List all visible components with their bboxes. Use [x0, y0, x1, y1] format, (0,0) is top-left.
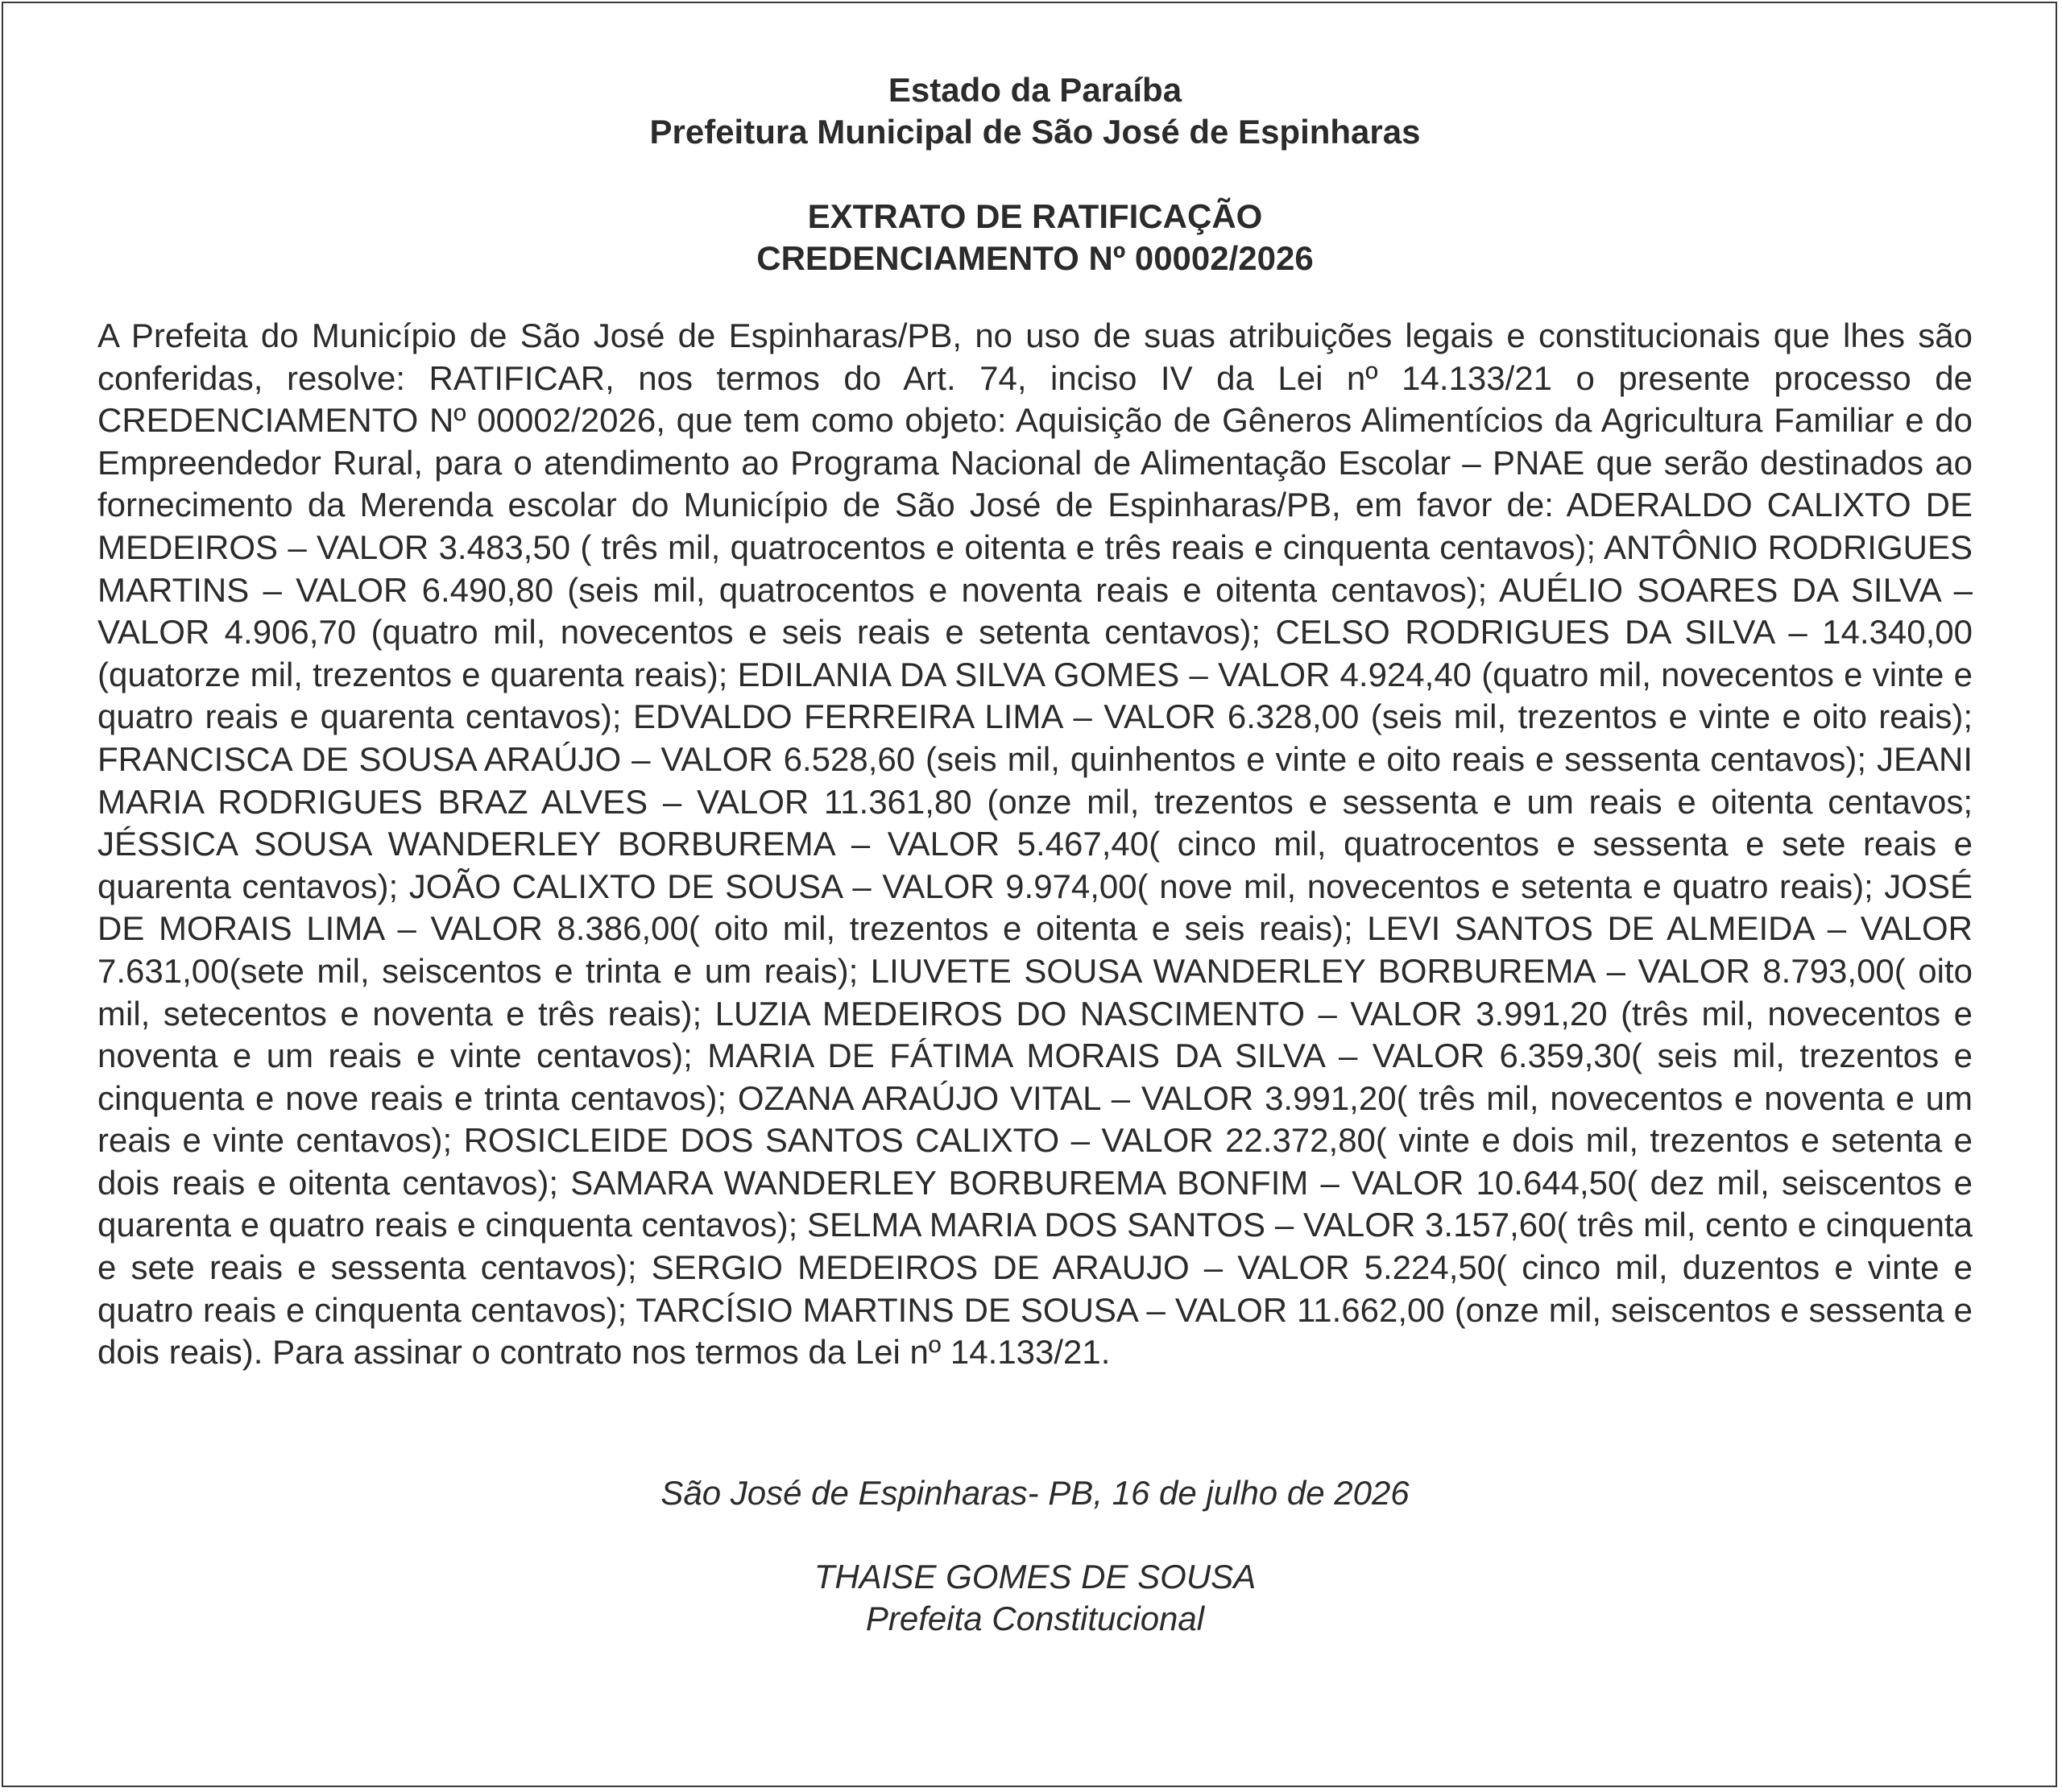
signatory-name: THAISE GOMES DE SOUSA: [814, 1557, 1257, 1595]
municipality-name: Prefeitura Municipal de São José de Espinharas: [649, 113, 1421, 151]
place-date: São José de Espinharas- PB, 16 de julho de 2026: [660, 1473, 1410, 1512]
body-paragraph: A Prefeita do Município de São José de Espinharas/PB, no uso de suas atribuições legais e constitucionais que lhes são conferidas, resolve: RATIFICAR, nos termos do Art. 74, inciso IV da Lei nº 14.133/21 o presente processo de CREDENCIAMENTO Nº 00002/2026, que tem como objeto: Aquisição de Gêneros Alimentícios da Agricultura Familiar e do Empreendedor Rural, para o atendimento ao Programa Nacional de Alimentação Escolar – PNAE que serão destinados ao fornecimento da Merenda escolar do Município de São José de Espinharas/PB, em favor de: ADERALDO CALIXTO DE MEDEIROS – VALOR 3.483,50 ( três mil, quatrocentos e oitenta e três reais e cinquenta centavos); ANTÔNIO RODRIGUES MARTINS – VALOR 6.490,80 (seis mil, quatrocentos e noventa reais e oitenta centavos); AUÉLIO SOARES DA SILVA – VALOR 4.906,70 (quatro mil, novecentos e seis reais e setenta centavos); CELSO RODRIGUES DA SILVA – 14.340,00 (quatorze mil, trezentos e quarenta reais); EDILANIA DA SILVA GOMES – VALOR 4.924,40 (quatro mil, novecentos e vinte e quatro reais e quarenta centavos); EDVALDO FERREIRA LIMA – VALOR 6.328,00 (seis mil, trezentos e vinte e oito reais); FRANCISCA DE SOUSA ARAÚJO – VALOR 6.528,60 (seis mil, quinhentos e vinte e oito reais e sessenta centavos); JEANI MARIA RODRIGUES BRAZ ALVES – VALOR 11.361,80 (onze mil, trezentos e sessenta e um reais e oitenta centavos; JÉSSICA SOUSA WANDERLEY BORBUREMA – VALOR 5.467,40( cinco mil, quatrocentos e sessenta e sete reais e quarenta centavos); JOÃO CALIXTO DE SOUSA – VALOR 9.974,00( nove mil, novecentos e setenta e quatro reais); JOSÉ DE MORAIS LIMA – VALOR 8.386,00( oito mil, trezentos e oitenta e seis reais); LEVI SANTOS DE ALMEIDA – VALOR 7.631,00(sete mil, seiscentos e trinta e um reais); LIUVETE SOUSA WANDERLEY BORBUREMA – VALOR 8.793,00( oito mil, setecentos e noventa e três reais); LUZIA MEDEIROS DO NASCIMENTO – VALOR 3.991,20 (três mil, novecentos e noventa e um reais e vinte centavos); MARIA DE FÁTIMA MORAIS DA SILVA – VALOR 6.359,30( seis mil, trezentos e cinquenta e nove reais e trinta centavos); OZANA ARAÚJO VITAL – VALOR 3.991,20( três mil, novecentos e noventa e um reais e vinte centavos); ROSICLEIDE DOS SANTOS CALIXTO – VALOR 22.372,80( vinte e dois mil, trezentos e setenta e dois reais e oitenta centavos); SAMARA WANDERLEY BORBUREMA BONFIM – VALOR 10.644,50( dez mil, seiscentos e quarenta e quatro reais e cinquenta centavos); SELMA MARIA DOS SANTOS – VALOR 3.157,60( três mil, cento e cinquenta e sete reais e sessenta centavos); SERGIO MEDEIROS DE ARAUJO – VALOR 5.224,50( cinco mil, duzentos e vinte e quatro reais e cinquenta centavos); TARCÍSIO MARTINS DE SOUSA – VALOR 11.662,00 (onze mil, seiscentos e sessenta e dois reais). Para assinar o contrato nos termos da Lei nº 14.133/21.: [97, 317, 1973, 1372]
document-title: EXTRATO DE RATIFICAÇÃO: [807, 197, 1263, 235]
state-name: Estado da Paraíba: [888, 71, 1182, 109]
document-frame: [2, 2, 2057, 1787]
document-subtitle: CREDENCIAMENTO Nº 00002/2026: [756, 239, 1314, 277]
signatory-title: Prefeita Constitucional: [865, 1599, 1205, 1637]
document-content: [97, 69, 1973, 1640]
